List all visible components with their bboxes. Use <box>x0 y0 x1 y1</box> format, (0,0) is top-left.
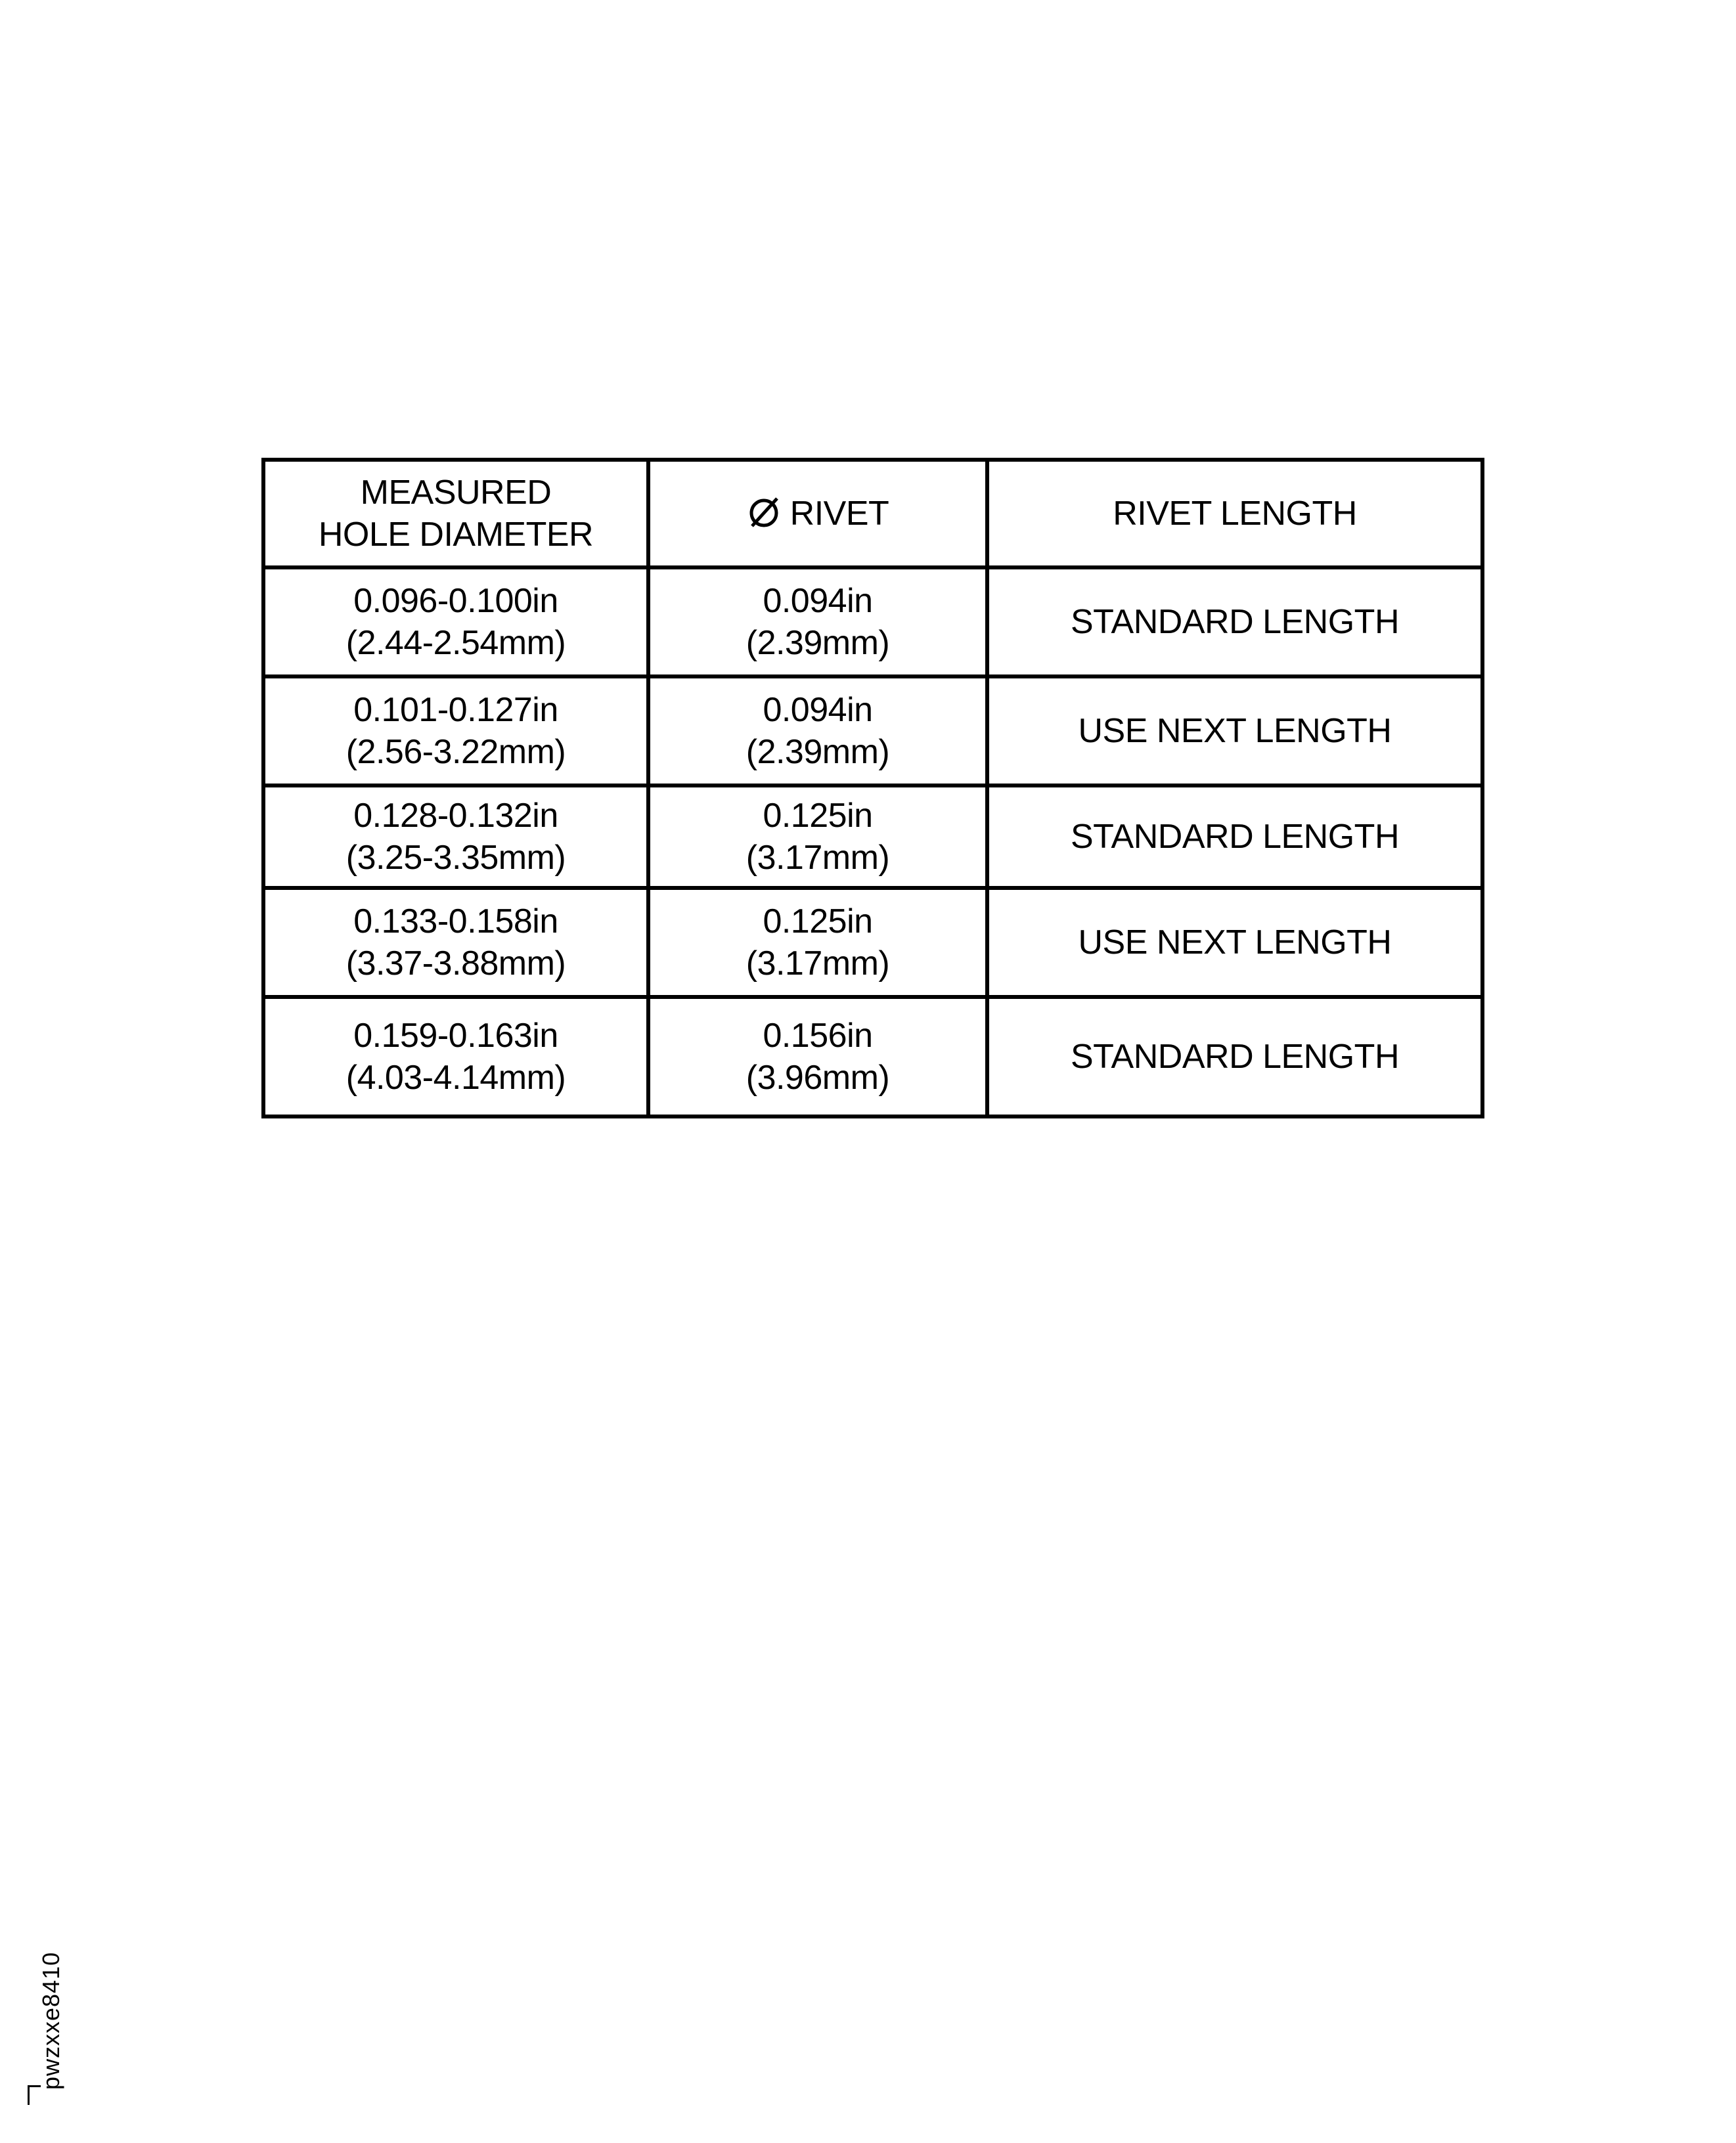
hole-in: 0.096-0.100in <box>353 582 558 620</box>
hole-mm: (4.03-4.14mm) <box>345 1059 566 1097</box>
rivet-mm: (2.39mm) <box>746 624 890 662</box>
rivet-diameter-cell <box>648 888 987 997</box>
rivet-in: 0.125in <box>763 797 873 835</box>
rivet-in: 0.094in <box>763 691 873 729</box>
table-header-row <box>263 460 1482 567</box>
hole-mm: (2.44-2.54mm) <box>345 624 566 662</box>
header-hole-line2: HOLE DIAMETER <box>318 516 594 554</box>
rivet-mm: (3.96mm) <box>746 1059 890 1097</box>
table-row <box>263 888 1482 997</box>
rivet-length-cell: STANDARD LENGTH <box>987 997 1482 1116</box>
rivet-length-cell: USE NEXT LENGTH <box>987 888 1482 997</box>
figure-reference-text: pwzxxe8410 <box>37 1951 64 2090</box>
rivet-selection-table <box>261 458 1484 1118</box>
hole-diameter-cell <box>263 785 648 888</box>
header-rivet-length: RIVET LENGTH <box>987 460 1482 567</box>
hole-in: 0.101-0.127in <box>353 691 558 729</box>
hole-in: 0.133-0.158in <box>353 902 558 940</box>
rivet-diameter-cell <box>648 785 987 888</box>
rivet-mm: (2.39mm) <box>746 733 890 771</box>
table-row <box>263 785 1482 888</box>
rivet-diameter-cell <box>648 676 987 785</box>
rivet-in: 0.125in <box>763 902 873 940</box>
hole-in: 0.128-0.132in <box>353 797 558 835</box>
header-hole-line1: MEASURED <box>360 474 552 512</box>
header-rivet-label: RIVET <box>790 495 889 533</box>
table-row <box>263 997 1482 1116</box>
header-measured-hole-diameter <box>263 460 648 567</box>
rivet-length-cell: USE NEXT LENGTH <box>987 676 1482 785</box>
rivet-diameter-cell <box>648 567 987 676</box>
hole-in: 0.159-0.163in <box>353 1017 558 1055</box>
hole-mm: (3.25-3.35mm) <box>345 839 566 877</box>
table-row <box>263 676 1482 785</box>
rivet-in: 0.094in <box>763 582 873 620</box>
diameter-symbol-icon <box>747 495 781 529</box>
rivet-diameter-cell <box>648 997 987 1116</box>
hole-diameter-cell <box>263 567 648 676</box>
rivet-mm: (3.17mm) <box>746 944 890 983</box>
rivet-length-cell: STANDARD LENGTH <box>987 785 1482 888</box>
hole-diameter-cell <box>263 997 648 1116</box>
figure-reference-code <box>25 1918 71 2105</box>
hole-mm: (2.56-3.22mm) <box>345 733 566 771</box>
rivet-mm: (3.17mm) <box>746 839 890 877</box>
hole-mm: (3.37-3.88mm) <box>345 944 566 983</box>
ref-bracket <box>28 2085 30 2105</box>
hole-diameter-cell <box>263 676 648 785</box>
header-rivet-diameter <box>648 460 987 567</box>
rivet-length-cell: STANDARD LENGTH <box>987 567 1482 676</box>
hole-diameter-cell <box>263 888 648 997</box>
table-row <box>263 567 1482 676</box>
rivet-in: 0.156in <box>763 1017 873 1055</box>
